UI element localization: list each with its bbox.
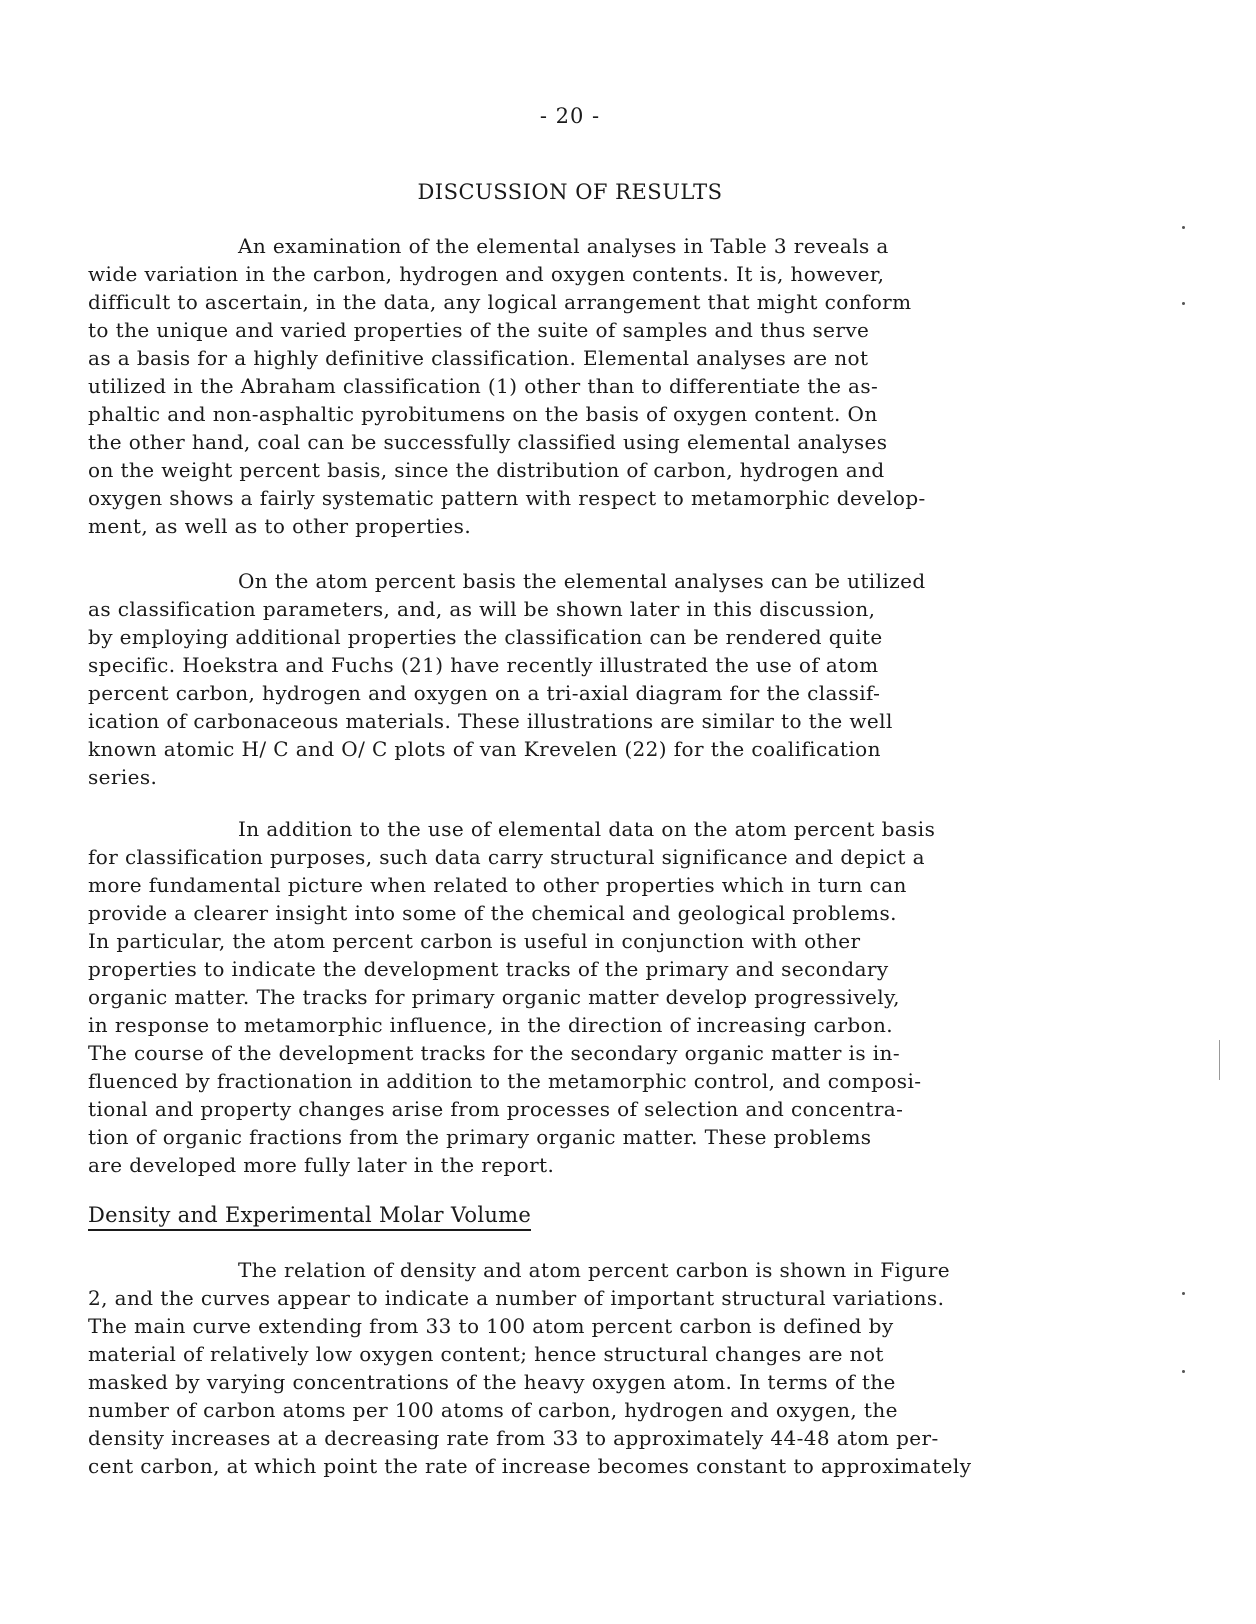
paragraph-2	[88, 567, 1128, 791]
paragraph-line: provide a clearer insight into some of the chemical and geological problems.	[88, 901, 897, 925]
paragraph-line: more fundamental picture when related to other properties which in turn can	[88, 873, 907, 897]
scan-speck	[1182, 1292, 1185, 1295]
paragraph-line: on the weight percent basis, since the distribution of carbon, hydrogen and	[88, 458, 885, 482]
paragraph-line: cent carbon, at which point the rate of increase becomes constant to approximately	[88, 1454, 972, 1478]
paragraph-line: On the atom percent basis the elemental analyses can be utilized	[238, 569, 926, 593]
paragraph-line: difficult to ascertain, in the data, any logical arrangement that might conform	[88, 290, 912, 314]
paragraph-line: The relation of density and atom percent carbon is shown in Figure	[238, 1258, 951, 1282]
paragraph-line: specific. Hoekstra and Fuchs (21) have recently illustrated the use of atom	[88, 653, 879, 677]
paragraph-line: the other hand, coal can be successfully classified using elemental analyses	[88, 430, 888, 454]
paragraph-line: series.	[88, 765, 158, 789]
paragraph-line: known atomic H/ C and O/ C plots of van Krevelen (22) for the coalification	[88, 737, 881, 761]
paragraph-line: for classification purposes, such data carry structural significance and depict a	[88, 845, 925, 869]
paragraph-1	[88, 232, 1128, 540]
page-number: - 20 -	[539, 104, 601, 128]
paragraph-line: tion of organic fractions from the primary organic matter. These problems	[88, 1125, 872, 1149]
paragraph-line: The course of the development tracks for the secondary organic matter is in-	[88, 1041, 900, 1065]
paragraph-line: ication of carbonaceous materials. These illustrations are similar to the well	[88, 709, 893, 733]
paragraph-line: fluenced by fractionation in addition to the metamorphic control, and composi-	[88, 1069, 922, 1093]
paragraph-line: tional and property changes arise from processes of selection and concentra-	[88, 1097, 904, 1121]
paragraph-line: wide variation in the carbon, hydrogen and oxygen contents. It is, however,	[88, 262, 885, 286]
paragraph-line: In particular, the atom percent carbon is useful in conjunction with other	[88, 929, 861, 953]
section-heading: DISCUSSION OF RESULTS	[417, 180, 723, 204]
paragraph-line: in response to metamorphic influence, in the direction of increasing carbon.	[88, 1013, 894, 1037]
paragraph-line: material of relatively low oxygen content; hence structural changes are not	[88, 1342, 884, 1366]
paragraph-line: number of carbon atoms per 100 atoms of carbon, hydrogen and oxygen, the	[88, 1398, 898, 1422]
paragraph-line: density increases at a decreasing rate from 33 to approximately 44-48 atom per-	[88, 1426, 939, 1450]
scan-speck	[1182, 1370, 1185, 1373]
paragraph-4	[88, 1256, 1128, 1480]
paragraph-line: properties to indicate the development tracks of the primary and secondary	[88, 957, 889, 981]
paragraph-line: 2, and the curves appear to indicate a number of important structural variations.	[88, 1286, 945, 1310]
paragraph-line: are developed more fully later in the report.	[88, 1153, 555, 1177]
paragraph-3	[88, 815, 1128, 1179]
paragraph-line: utilized in the Abraham classification (1) other than to differentiate the as-	[88, 374, 879, 398]
paragraph-line: percent carbon, hydrogen and oxygen on a tri-axial diagram for the classif-	[88, 681, 881, 705]
paragraph-line: oxygen shows a fairly systematic pattern with respect to metamorphic develop-	[88, 486, 926, 510]
paragraph-line: as a basis for a highly definitive classification. Elemental analyses are not	[88, 346, 869, 370]
scan-speck	[1182, 302, 1185, 305]
paragraph-line: ment, as well as to other properties.	[88, 514, 472, 538]
paragraph-line: as classification parameters, and, as will be shown later in this discussion,	[88, 597, 876, 621]
paragraph-line: phaltic and non-asphaltic pyrobitumens on the basis of oxygen content. On	[88, 402, 878, 426]
scan-speck	[1182, 226, 1185, 229]
scan-mark	[1219, 1040, 1220, 1080]
paragraph-line: In addition to the use of elemental data on the atom percent basis	[238, 817, 936, 841]
paragraph-line: masked by varying concentrations of the heavy oxygen atom. In terms of the	[88, 1370, 896, 1394]
paragraph-line: An examination of the elemental analyses in Table 3 reveals a	[238, 234, 889, 258]
paragraph-line: organic matter. The tracks for primary organic matter develop progressively,	[88, 985, 900, 1009]
paragraph-line: to the unique and varied properties of the suite of samples and thus serve	[88, 318, 870, 342]
subsection-heading: Density and Experimental Molar Volume	[88, 1203, 531, 1231]
paragraph-line: The main curve extending from 33 to 100 atom percent carbon is defined by	[88, 1314, 894, 1338]
paragraph-line: by employing additional properties the classification can be rendered quite	[88, 625, 883, 649]
